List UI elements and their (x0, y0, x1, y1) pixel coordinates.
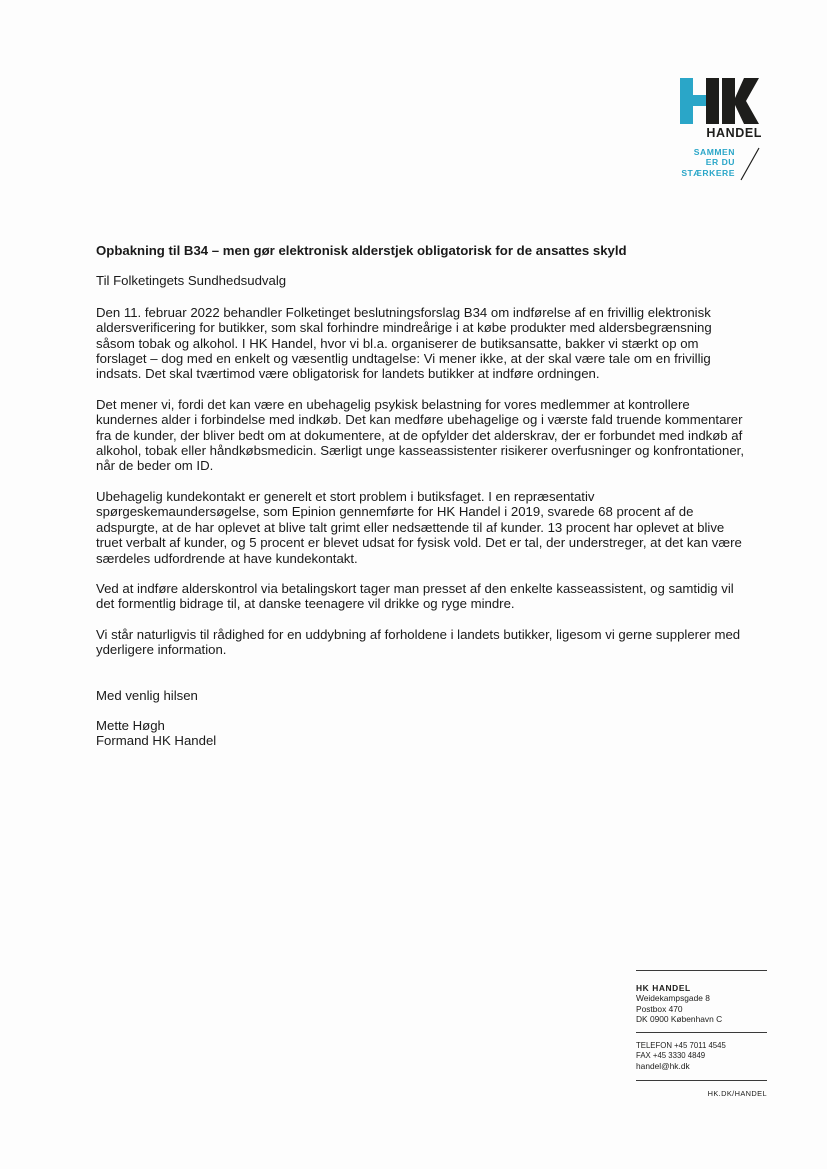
letter-body (96, 243, 746, 764)
footer-divider (636, 1032, 767, 1033)
address-line: DK 0900 København C (636, 1014, 723, 1025)
signature-block (96, 718, 746, 749)
footer-fax: FAX +45 3330 4849 (636, 1051, 706, 1061)
logo-handel-text: HANDEL (706, 126, 762, 140)
signer-title: Formand HK Handel (96, 733, 217, 749)
letter-paragraph: Ved at indføre alderskontrol via betalingskort tager man presset af den enkelte kasseassistent, og samtidig vil det formentlig bidrage til, at danske teenagere vil drikke og ryge mindre. (96, 580, 734, 612)
slogan-line: SAMMEN (693, 147, 735, 157)
footer-contact-info (636, 1041, 767, 1072)
letter-paragraph: Den 11. februar 2022 behandler Folketinget beslutningsforslag B34 om indførelse af en frivillig elektronisk aldersverificering for butikker, som skal forhindre mindreårige i at købe produkter med aldersbegrænsning såsom tobak og alkohol. I HK Handel, hvor vi bl.a. organiserer de butiksansatte, bakker vi stærkt op om forslaget – dog med en enkelt og væsentlig undtagelse: Vi mener ikke, at der skal være tale om en frivillig indsats. Det skal tværtimod være obligatorisk for landets butikker at indføre ordningen. (96, 304, 712, 382)
logo-slogan (660, 147, 735, 178)
footer-email[interactable]: handel@hk.dk (636, 1061, 690, 1072)
letter-closing: Med venlig hilsen (96, 687, 198, 703)
logo-slash-icon (738, 146, 762, 182)
footer-url[interactable]: HK.DK/HANDEL (707, 1088, 767, 1098)
signer-name: Mette Høgh (96, 717, 165, 733)
letter-paragraph: Det mener vi, fordi det kan være en ubehagelig psykisk belastning for vores medlemmer at kontrollere kundernes alder i forbindelse med indkøb. Det kan medføre ubehagelige og i værste fald truende kommentarer fra de kunder, der bliver bedt om at dokumentere, at de opfylder det alderskrav, der er forbundet med indkøb af alkohol, tobak eller håndkøbsmedicin. Særligt unge kasseassistenter risikerer overfusninger og konfrontationer, når de beder om ID. (96, 396, 744, 474)
address-line: Postbox 470 (636, 1003, 683, 1014)
footer-divider (636, 1080, 767, 1081)
hk-logo-mark (678, 78, 760, 124)
footer-org: HK HANDEL (636, 983, 691, 993)
footer-address (636, 993, 767, 1024)
slogan-line: ER DU (705, 157, 735, 168)
footer-contact (636, 970, 767, 1099)
letter-recipient: Til Folketingets Sundhedsudvalg (96, 273, 287, 289)
slogan-line: STÆRKERE (681, 167, 735, 178)
address-line: Weidekampsgade 8 (636, 993, 710, 1004)
footer-divider (636, 970, 767, 971)
letter-subject: Opbakning til B34 – men gør elektronisk alderstjek obligatorisk for de ansattes skyld (96, 243, 627, 258)
letter-paragraph: Vi står naturligvis til rådighed for en uddybning af forholdene i landets butikker, ligesom vi gerne supplerer med yderligere information. (96, 626, 741, 658)
footer-phone: TELEFON +45 7011 4545 (636, 1040, 726, 1050)
letter-paragraph: Ubehagelig kundekontakt er generelt et stort problem i butiksfaget. I en repræsentativ spørgeskemaundersøgelse, som Epinion gennemførte for HK Handel i 2019, svarede 68 procent af de adspurgte, at de har oplevet at blive talt grimt eller nedsættende til af kunder. 13 procent har oplevet at blive truet verbalt af kunder, og 5 procent er blevet udsat for fysisk vold. Det er tal, der understreger, at det kan være særdeles udfordrende at have kundekontakt. (96, 488, 742, 566)
